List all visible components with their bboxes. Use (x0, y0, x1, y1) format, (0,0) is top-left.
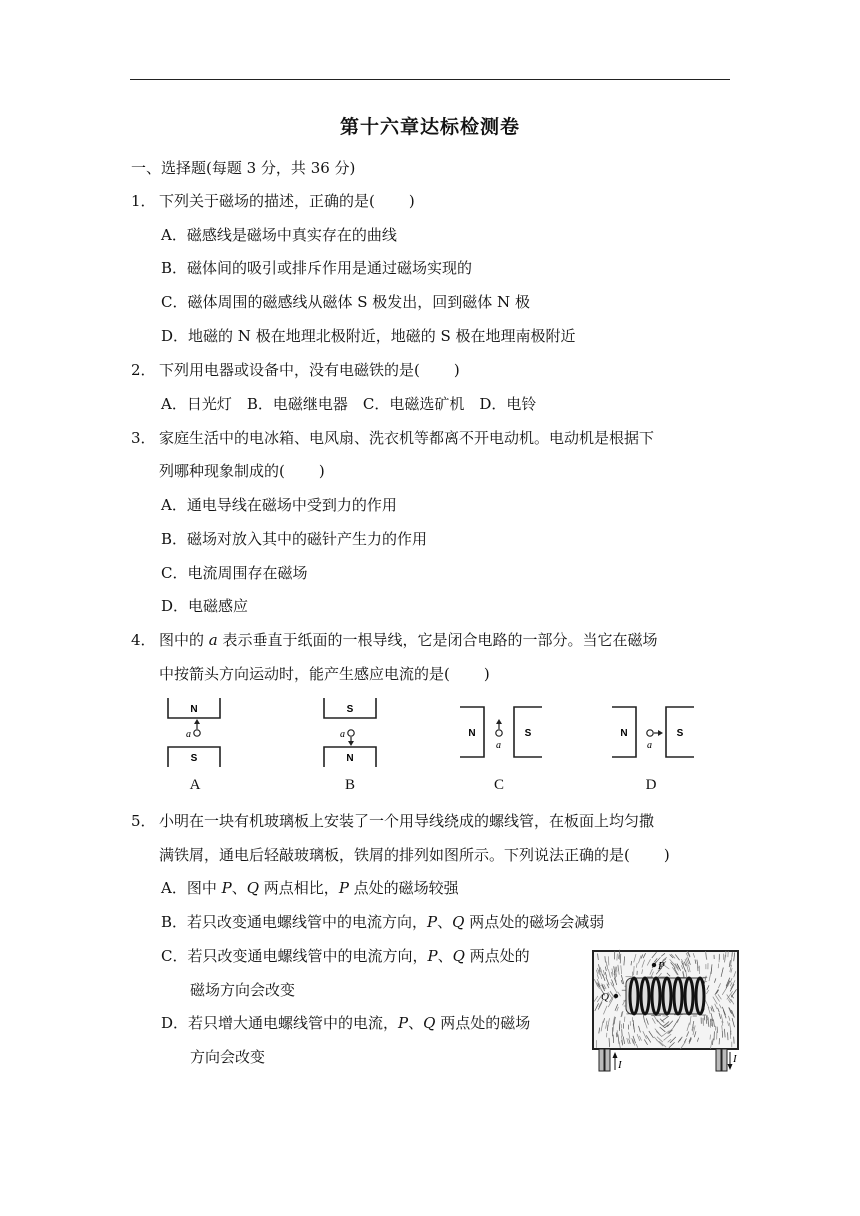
wire-icon (496, 730, 502, 736)
solenoid-figure (590, 948, 742, 1074)
question-5-stem-cont (159, 845, 670, 865)
point-q-label: Q (601, 991, 609, 1003)
q5-option-c-cont: 磁场方向会改变 (190, 981, 296, 999)
paren-close: ) (453, 361, 460, 379)
paren-close: ) (318, 462, 325, 480)
question-3-stem (131, 428, 654, 448)
figure-c-label: C (493, 777, 504, 793)
figure-d-label: D (645, 777, 657, 793)
variable-q: Q (452, 947, 465, 965)
point-p-label: P (658, 960, 665, 972)
variable-p: P (398, 1014, 409, 1032)
section-heading: 一、选择题(每题 3 分，共 36 分) (131, 159, 356, 177)
q5-option-c: C．若只改变通电螺线管中的电流方向，P、Q 两点处的 (161, 947, 530, 965)
question-text: 列哪种现象制成的( (159, 462, 285, 480)
variable-p: P (427, 913, 438, 931)
pole-label: N (190, 704, 198, 715)
pole-label: N (620, 728, 628, 739)
current-label-left: I (618, 1059, 622, 1071)
question-number: 1． (131, 192, 156, 210)
lead-left (599, 1049, 604, 1071)
variable-p: P (221, 879, 232, 897)
iron-filing (605, 956, 606, 962)
current-arrow-up-icon (613, 1052, 618, 1058)
solenoid-coil (626, 978, 704, 1014)
question-text: 图中的 (159, 631, 209, 649)
question-2-stem (131, 360, 460, 380)
figure-a-diagram (164, 697, 226, 769)
figure-d-diagram (610, 705, 698, 761)
question-number: 3． (131, 429, 156, 447)
iron-filing (718, 964, 719, 969)
question-text: 下列关于磁场的描述，正确的是( (159, 192, 375, 210)
iron-filing (731, 1031, 732, 1035)
wire-label: a (647, 740, 652, 751)
question-3-stem-cont (159, 461, 325, 481)
lead-right (716, 1049, 721, 1071)
question-text: 小明在一块有机玻璃板上安装了一个用导线绕成的螺线管，在板面上均匀撒 (159, 812, 655, 830)
arrow-up-icon (194, 719, 200, 724)
figure-b-diagram (320, 697, 382, 769)
pole-label: S (190, 753, 198, 764)
variable-a: a (208, 631, 218, 649)
question-5-stem (131, 811, 654, 831)
question-4-stem-cont (159, 664, 490, 684)
q3-option-d: D．电磁感应 (161, 597, 249, 615)
paren-close: ) (408, 192, 415, 210)
wire-icon (348, 730, 354, 736)
page-title: 第十六章达标检测卷 (339, 116, 520, 138)
wire-label: a (340, 729, 345, 740)
iron-filing (622, 1029, 623, 1036)
q1-option-d: D．地磁的 N 极在地理北极附近，地磁的 S 极在地理南极附近 (161, 327, 576, 345)
question-text: 下列用电器或设备中，没有电磁铁的是( (159, 361, 420, 379)
point-q-marker (614, 994, 618, 998)
q5-option-d-cont: 方向会改变 (190, 1048, 266, 1066)
question-4-stem (131, 630, 658, 650)
q5-option-d: D．若只增大通电螺线管中的电流，P、Q 两点处的磁场 (161, 1014, 531, 1032)
q5-option-b: B．若只改变通电螺线管中的电流方向，P、Q 两点处的磁场会减弱 (161, 913, 605, 931)
q1-option-a: A．磁感线是磁场中真实存在的曲线 (161, 226, 397, 244)
iron-filing (620, 1021, 621, 1030)
q2-options: A．日光灯 B．电磁继电器 C．电磁选矿机 D．电铃 (161, 395, 537, 413)
figure-b-label: B (344, 777, 355, 793)
question-text: 家庭生活中的电冰箱、电风扇、洗衣机等都离不开电动机。电动机是根据下 (159, 429, 655, 447)
wire-icon (647, 730, 653, 736)
q1-option-c: C．磁体周围的磁感线从磁体 S 极发出，回到磁体 N 极 (161, 293, 530, 311)
q3-option-a: A．通电导线在磁场中受到力的作用 (161, 496, 397, 514)
variable-p: P (338, 879, 349, 897)
figure-c-diagram (458, 705, 546, 761)
current-label-right: I (733, 1053, 737, 1065)
variable-q: Q (452, 913, 465, 931)
wire-label: a (496, 740, 501, 751)
wire-label: a (186, 729, 191, 740)
iron-filing (613, 1035, 614, 1043)
question-text: 表示垂直于纸面的一根导线，它是闭合电路的一部分。当它在磁场 (217, 631, 658, 649)
iron-filing (624, 1017, 625, 1022)
arrow-right-icon (658, 730, 663, 736)
iron-filing (710, 1035, 711, 1040)
figure-a-label: A (189, 777, 201, 793)
question-number: 5． (131, 812, 156, 830)
question-number: 4． (131, 631, 156, 649)
current-arrow-down-icon (728, 1064, 733, 1070)
iron-filing (722, 1026, 723, 1030)
point-p-marker (652, 963, 656, 967)
variable-p: P (427, 947, 438, 965)
pole-label: S (524, 728, 532, 739)
pole-label: N (346, 753, 354, 764)
question-number: 2． (131, 361, 156, 379)
q3-option-c: C．电流周围存在磁场 (161, 564, 308, 582)
paren-close: ) (663, 846, 670, 864)
question-1-stem (131, 191, 415, 211)
pole-label: S (676, 728, 684, 739)
arrow-down-icon (348, 741, 354, 746)
variable-q: Q (246, 879, 260, 897)
iron-filing (634, 966, 635, 975)
wire-icon (194, 730, 200, 736)
question-text: 中按箭头方向运动时，能产生感应电流的是( (159, 665, 450, 683)
pole-label: N (468, 728, 476, 739)
question-text: 满铁屑，通电后轻敲玻璃板，铁屑的排列如图所示。下列说法正确的是( (159, 846, 630, 864)
q5-option-a: A．图中 P、Q 两点相比，P 点处的磁场较强 (161, 879, 459, 897)
paren-close: ) (483, 665, 490, 683)
variable-q: Q (423, 1014, 436, 1032)
pole-label: S (346, 704, 354, 715)
q3-option-b: B．磁场对放入其中的磁针产生力的作用 (161, 530, 428, 548)
top-rule (130, 79, 730, 80)
arrow-up-icon (496, 719, 502, 724)
q1-option-b: B．磁体间的吸引或排斥作用是通过磁场实现的 (161, 259, 473, 277)
